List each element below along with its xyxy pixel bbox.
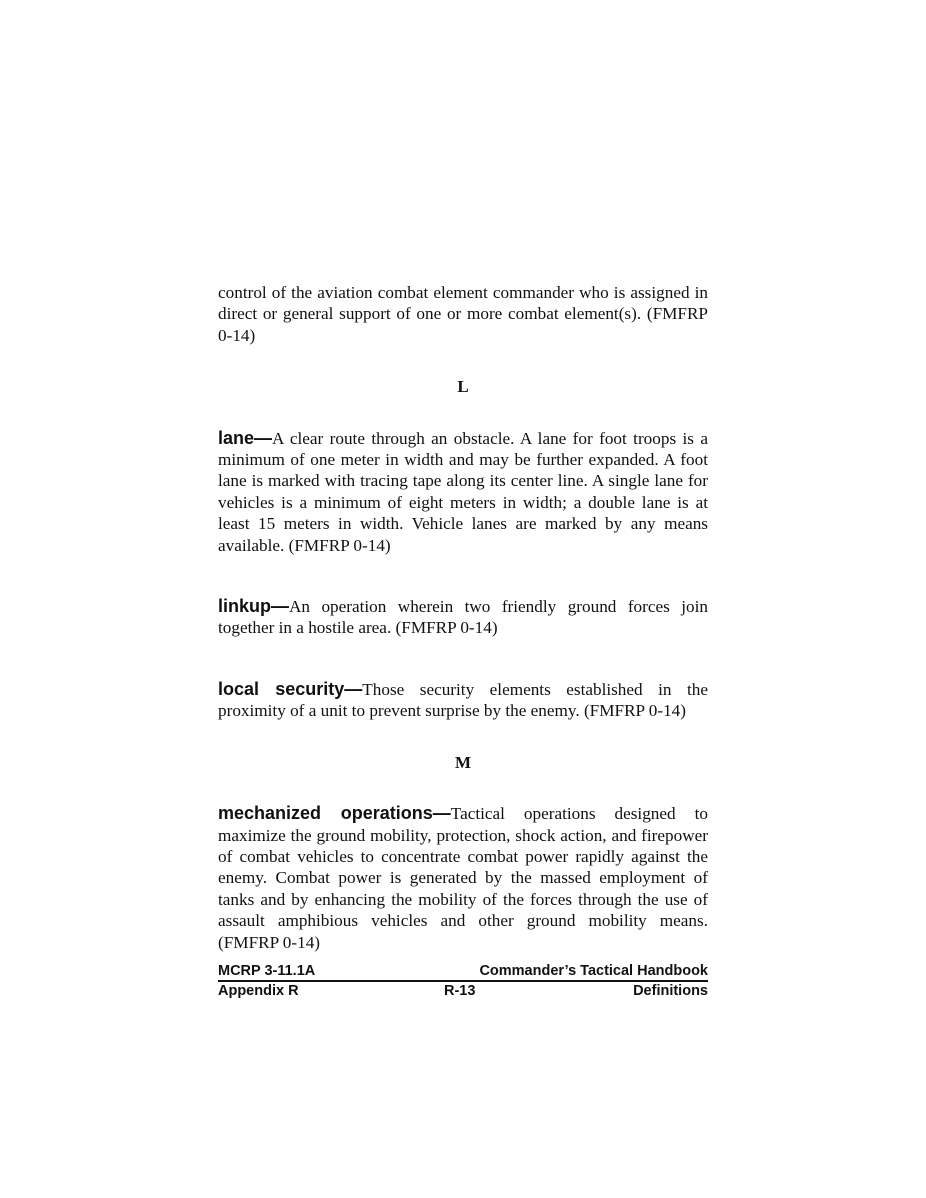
section-letter-m: M: [454, 752, 472, 772]
section-letter-l: L: [457, 377, 469, 397]
doc-title: Commander’s Tactical Handbook: [479, 963, 708, 979]
definition-text: Those security elements established in the proximity of a unit to prevent surprise by the enemy. (FMFRP 0-14): [218, 679, 708, 721]
doc-number: MCRP 3-11.1A: [218, 963, 316, 979]
page-number: R-13: [444, 982, 476, 999]
definition-entry: [218, 596, 708, 639]
footer-top-row: [218, 962, 708, 980]
definition-text: An operation wherein two friendly ground forces join together in a hostile area. (FMFRP 0-14): [218, 597, 708, 638]
continued-paragraph: control of the aviation combat element commander who is assigned in direct or general support of one or more combat element(s). (FMFRP 0-14): [218, 283, 708, 345]
definition-text: A clear route through an obstacle. A lane for foot troops is a minimum of one meter in width and may be further expanded. A foot lane is marked with tracing tape along its center line. A single lane for vehicles is a minimum of eight meters in width; a double lane is at least 15 meters in width. Vehicle lanes are marked by any means available. (FMFRP 0-14): [218, 428, 708, 555]
definition-term: mechanized operations—: [218, 803, 451, 824]
definition-text: Tactical operations designed to maximize the ground mobility, protection, shock action, and firepower of combat vehicles to concentrate combat power rapidly against the enemy. Combat power is generated by the massed employment of tanks and by enhancing the mobility of the forces through the use of assault amphibious vehicles and other ground mobility means. (FMFRP 0-14): [218, 804, 708, 952]
appendix-label: Appendix R: [218, 982, 299, 999]
definition-entry: [218, 428, 708, 556]
page-body: [218, 282, 708, 953]
definition-entry: [218, 679, 708, 722]
definition-term: linkup—: [218, 596, 289, 617]
definition-term: local security—: [218, 678, 363, 699]
footer-bottom-row: [218, 982, 708, 1000]
section-title: Definitions: [633, 982, 708, 999]
definition-entry: [218, 803, 708, 953]
page-footer: [218, 962, 708, 1000]
definition-term: lane—: [218, 427, 273, 448]
